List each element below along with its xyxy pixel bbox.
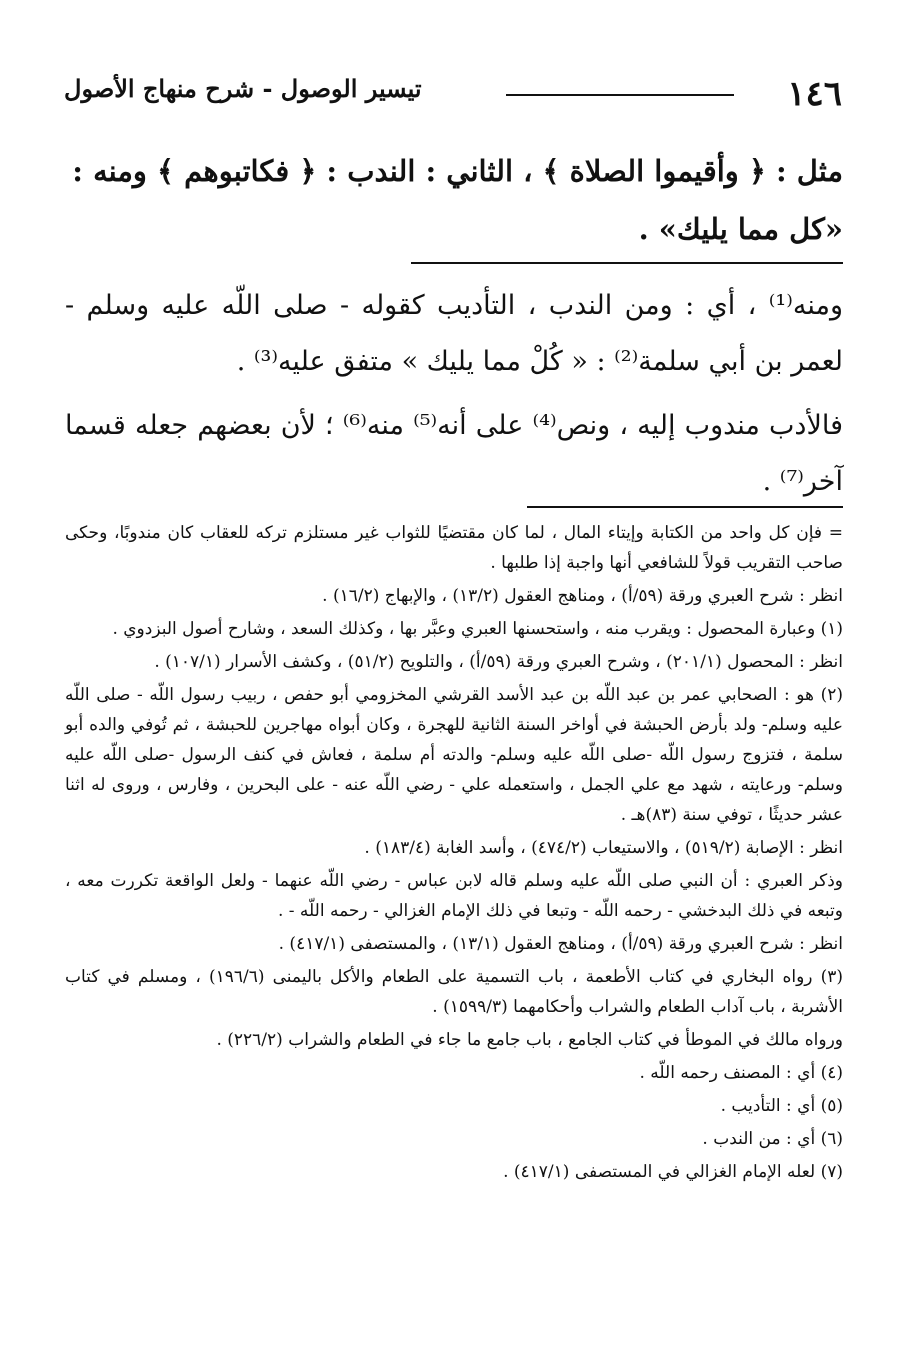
footnote-note: وذكر العبري : أن النبي صلى اللّه عليه وسلم قاله لابن عباس - رضي اللّه عنهما - ولعل الواقعة تكررت معه ، وتبعه في ذلك البدخشي - رحمه اللّه - وتبعا في ذلك الإمام الغزالي - رحمه اللّه - .	[65, 871, 843, 921]
footnote-5: (٥) أي : التأديب .	[720, 1096, 843, 1116]
footnote-4: (٤) أي : المصنف رحمه اللّه .	[639, 1063, 843, 1083]
footnote-reference: انظر : المحصول (٢٠١/١) ، وشرح العبري ورقة (٥٩/أ) ، والتلويح (٥١/٢) ، وكشف الأسرار (١٠٧/١) .	[154, 652, 843, 672]
footnote-reference: انظر : شرح العبري ورقة (٥٩/أ) ، ومناهج العقول (١٣/١) ، والمستصفى (٤١٧/١) .	[278, 934, 843, 954]
commentary-text	[65, 278, 843, 510]
footnote-continuation: = فإن كل واحد من الكتابة وإيتاء المال ، لما كان مقتضيًا للثواب غير مستلزم تركه للعقاب كان مندوبًا، وحكى صاحب التقريب قولاً للشافعي أنها واجبة إذا طلبها .	[65, 523, 843, 573]
footnote-reference: ورواه مالك في الموطأ في كتاب الجامع ، باب جامع ما جاء في الطعام والشراب (٢٢٦/٢) .	[216, 1030, 843, 1050]
matn-text	[65, 142, 843, 258]
running-header	[64, 72, 842, 120]
matn-line-2: «كل مما يليك» .	[638, 212, 843, 246]
footnote-2: (٢) هو : الصحابي عمر بن عبد اللّه بن عبد الأسد القرشي المخزومي أبو حفص ، ربيب رسول اللّه - صلى اللّه عليه وسلم- ولد بأرض الحبشة في أواخر السنة الثانية للهجرة ، وكان أبواه مهاجرين للحبشة ، ثم تُوفي والده أبو سلمة ، فتزوج رسول اللّه -صلى اللّه عليه وسلم- والدته أم سلمة ، فعاش في كنف الرسول -صلى اللّه عليه وسلم- ورعايته ، شهد مع علي الجمل ، واستعمله علي - رضي اللّه عنه - على البحرين ، وفارس ، وروى له اثنا عشر حديثًا ، توفي سنة (٨٣)هـ .	[65, 685, 843, 825]
footnote-reference: انظر : الإصابة (٥١٩/٢) ، والاستيعاب (٤٧٤/٢) ، وأسد الغابة (١٨٣/٤) .	[364, 838, 843, 858]
footnote-1: (١) وعبارة المحصول : ويقرب منه ، واستحسنها العبري وعبَّر بها ، وكذلك السعد ، وشارح أصول البزدوي .	[112, 619, 843, 639]
page-number: ١٤٦	[787, 74, 842, 114]
footnotes	[65, 518, 843, 1190]
footnote-6: (٦) أي : من الندب .	[702, 1129, 843, 1149]
matn-separator	[411, 262, 843, 264]
footnote-7: (٧) لعله الإمام الغزالي في المستصفى (٤١٧/١) .	[503, 1162, 843, 1182]
footnote-reference: انظر : شرح العبري ورقة (٥٩/أ) ، ومناهج العقول (١٣/٢) ، والإبهاج (١٦/٢) .	[322, 586, 843, 606]
commentary-paragraph-2: فالأدب مندوب إليه ، ونص⁽⁴⁾ على أنه⁽⁵⁾ منه⁽⁶⁾ ؛ لأن بعضهم جعله قسما آخر⁽⁷⁾ .	[65, 410, 843, 497]
footnote-3: (٣) رواه البخاري في كتاب الأطعمة ، باب التسمية على الطعام والأكل باليمنى (١٩٦/٦) ، ومسلم في كتاب الأشربة ، باب آداب الطعام والشراب وأحكامهما (١٥٩٩/٣) .	[65, 967, 843, 1017]
header-rule	[506, 94, 734, 96]
matn-line-1: مثل : ﴿ وأقيموا الصلاة ﴾ ، الثاني : الندب : ﴿ فكاتبوهم ﴾ ومنه :	[72, 154, 843, 188]
book-title: تيسير الوصول - شرح منهاج الأصول	[64, 74, 422, 103]
commentary-paragraph-1: ومنه⁽¹⁾ ، أي : ومن الندب ، التأديب كقوله - صلى اللّه عليه وسلم - لعمر بن أبي سلمة⁽²⁾ : « كُلْ مما يليك » متفق عليه⁽³⁾ .	[65, 290, 843, 377]
footnote-separator	[527, 506, 843, 508]
